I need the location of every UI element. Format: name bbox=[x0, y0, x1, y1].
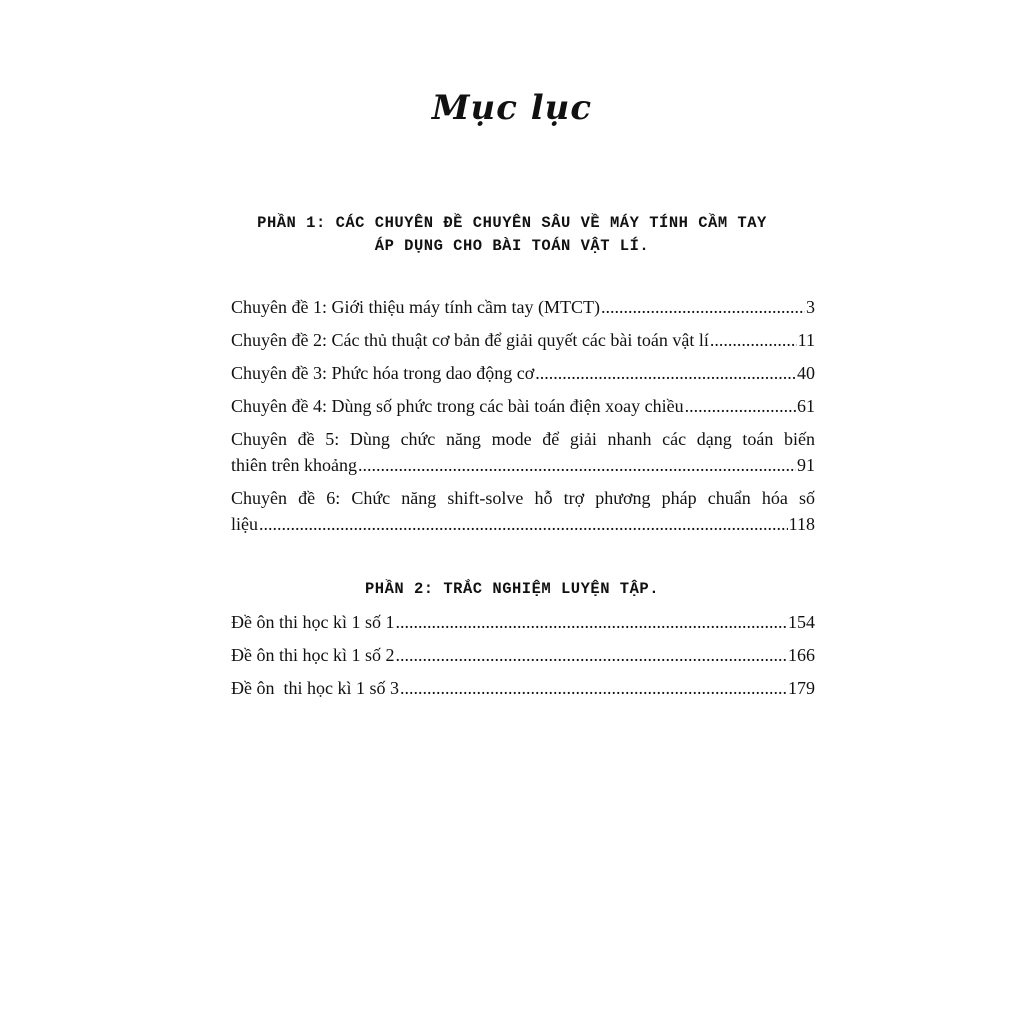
toc-entry-2 bbox=[231, 327, 815, 353]
toc-page-number: 11 bbox=[797, 330, 815, 350]
part2-toc bbox=[231, 609, 815, 708]
part1-toc bbox=[231, 294, 815, 544]
toc-page-number: 91 bbox=[797, 455, 815, 475]
toc-entry-text-line1: Chuyên đề 6: Chức năng shift-solve hỗ trợ phương pháp chuẩn hóa số bbox=[231, 488, 815, 508]
page-title: Mục lục bbox=[431, 88, 593, 128]
part1-heading-line2: ÁP DỤNG CHO BÀI TOÁN VẬT LÍ. bbox=[374, 237, 650, 255]
part1-heading bbox=[200, 212, 824, 258]
toc-page-number: 3 bbox=[806, 297, 815, 317]
dot-leader bbox=[601, 294, 805, 320]
toc-page-number: 166 bbox=[788, 645, 815, 665]
toc-entry-5 bbox=[231, 426, 815, 478]
toc-entry-4 bbox=[231, 393, 815, 419]
toc-entry-text: Chuyên đề 1: Giới thiệu máy tính cầm tay (MTCT) bbox=[231, 297, 600, 317]
toc-entry-text: Đề ôn thi học kì 1 số 3 bbox=[231, 678, 399, 698]
dot-leader bbox=[396, 609, 788, 635]
toc-entry-text: Chuyên đề 4: Dùng số phức trong các bài toán điện xoay chiều bbox=[231, 396, 684, 416]
toc-entry-text-line1: Chuyên đề 5: Dùng chức năng mode để giải nhanh các dạng toán biến bbox=[231, 429, 815, 449]
dot-leader bbox=[685, 393, 796, 419]
dot-leader bbox=[710, 327, 797, 353]
toc-entry-1 bbox=[231, 294, 815, 320]
dot-leader bbox=[396, 642, 788, 668]
dot-leader bbox=[358, 452, 796, 478]
toc-entry-text: Đề ôn thi học kì 1 số 1 bbox=[231, 612, 395, 632]
toc-entry-text-line2: thiên trên khoảng bbox=[231, 455, 357, 475]
dot-leader bbox=[400, 675, 787, 701]
toc-page-number: 154 bbox=[788, 612, 815, 632]
toc-entry-6 bbox=[231, 485, 815, 537]
toc-entry-9 bbox=[231, 675, 815, 701]
toc-entry-3 bbox=[231, 360, 815, 386]
toc-page-number: 179 bbox=[788, 678, 815, 698]
toc-entry-text: Đề ôn thi học kì 1 số 2 bbox=[231, 645, 395, 665]
toc-entry-text: Chuyên đề 2: Các thủ thuật cơ bản để giải quyết các bài toán vật lí bbox=[231, 330, 709, 350]
dot-leader bbox=[259, 511, 788, 537]
toc-page-number: 61 bbox=[797, 396, 815, 416]
toc-entry-text: Chuyên đề 3: Phức hóa trong dao động cơ bbox=[231, 363, 535, 383]
toc-entry-7 bbox=[231, 609, 815, 635]
part2-heading: PHẦN 2: TRẮC NGHIỆM LUYỆN TẬP. bbox=[364, 580, 660, 598]
part1-heading-line1: PHẦN 1: CÁC CHUYÊN ĐỀ CHUYÊN SÂU VỀ MÁY TÍNH CẦM TAY bbox=[257, 214, 767, 232]
toc-entry-text-line2: liệu bbox=[231, 514, 258, 534]
toc-page-number: 40 bbox=[797, 363, 815, 383]
toc-page-number: 118 bbox=[788, 514, 815, 534]
dot-leader bbox=[535, 360, 796, 386]
toc-entry-8 bbox=[231, 642, 815, 668]
